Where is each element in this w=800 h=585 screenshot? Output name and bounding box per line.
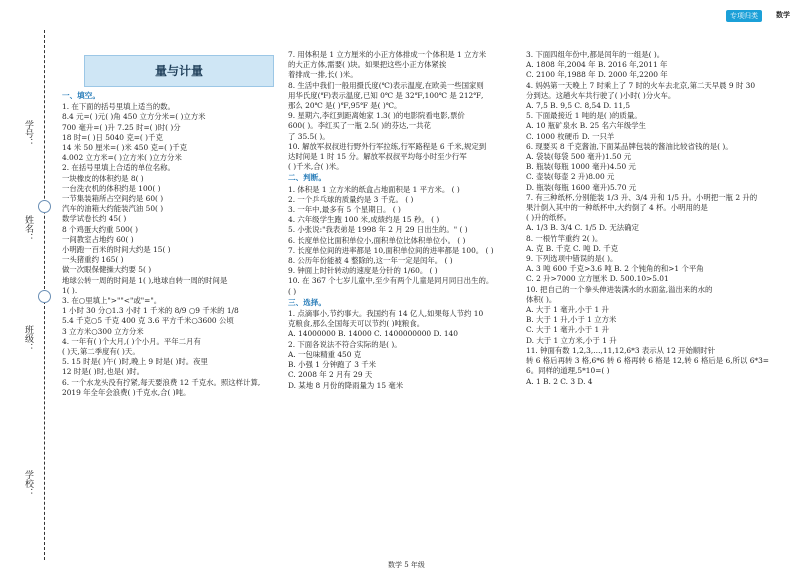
- question-line: 2. 一个乒乓球的质量约是 3 千克。 ( ): [288, 194, 414, 204]
- section-heading: 三、选择。: [288, 297, 326, 307]
- question-line: ( )天,第二季度有( )天。: [62, 347, 140, 357]
- question-line: 10. 解放军叔叔进行野外行军拉练,行军路程是 6 千米,规定到: [288, 141, 487, 151]
- question-line: 8. 生活中我们一般用摄氏度(℃)表示温度,在欧美一些国家则: [288, 80, 484, 90]
- question-line: A. 3 吨 600 千克>3.6 吨 B. 2 个钝角的和>1 个平角: [526, 264, 704, 274]
- question-line: 克粮食,那么全国每天可以节约( )吨粮食。: [288, 319, 425, 329]
- question-line: 8.4 元=( )元( )角 450 立方分米=( )立方米: [62, 112, 206, 122]
- question-line: 10. 在 367 个七岁儿童中,至少有两个儿童是同月同日出生的。: [288, 276, 494, 286]
- question-line: A. 7,5 B. 9,5 C. 8,54 D. 11,5: [526, 101, 631, 111]
- question-line: A. 一包味精重 450 克: [288, 349, 362, 359]
- question-line: 地球公转一周的时间是 1( ),地球自转一周的时间是: [62, 275, 228, 285]
- question-line: B. 大于 1 升,小于 1 立方米: [526, 315, 617, 325]
- question-line: A. 10 瓶矿泉水 B. 25 名六年级学生: [526, 121, 646, 131]
- question-line: 4. 一年有( )个大月,( )个小月。平年二月有: [62, 336, 201, 346]
- question-line: 一节集装箱所占空间约是 60( ): [62, 194, 164, 204]
- question-line: 着排成一排,长( )米。: [288, 70, 358, 80]
- question-line: C. 大于 1 毫升,小于 1 升: [526, 325, 609, 335]
- question-line: 4.002 立方米=( )立方米( )立方分米: [62, 153, 182, 163]
- question-line: 5. 小张说:"我表弟是 1998 年 2 月 29 日出生的。" ( ): [288, 225, 468, 235]
- question-line: A. 1808 年,2004 年 B. 2016 年,2011 年: [526, 60, 668, 70]
- question-line: 7. 用体积是 1 立方厘米的小正方体排成一个体积是 1 立方米: [288, 50, 487, 59]
- question-line: 转 6 格后再转 3 格,6*6 转 6 格再转 6 格是 12,转 6 格后是 6,所以 6*3=: [526, 356, 769, 366]
- question-line: 3 立方米○300 立方分米: [62, 326, 144, 336]
- question-line: 体积( )。: [526, 294, 557, 304]
- question-line: 一间教室占地约 60( ): [62, 234, 134, 244]
- id-label: 学号：: [23, 120, 33, 147]
- category-badge: 专项归类: [726, 10, 762, 22]
- question-line: 600( )。李红买了一瓶 2.5( )的芬达,一共花: [288, 121, 431, 131]
- binding-strip: [0, 0, 58, 585]
- question-line: 6. 现要买 8 千克酱油,下面某品牌包装的酱油比较省钱的是( )。: [526, 141, 733, 151]
- question-line: 1 小时 30 分○1.3 小时 1 千米的 8/9 ○9 千米的 1/8: [62, 306, 239, 316]
- question-line: A. 14000000 B. 14000 C. 1400000000 D. 140: [288, 329, 458, 339]
- column-3: [526, 50, 788, 387]
- question-line: 1. 点滴事小,节约事大。我国约有 14 亿人,如果每人节约 10: [288, 309, 484, 319]
- question-line: ( )升的纸杯。: [526, 213, 572, 223]
- question-line: 数学试卷长约 45( ): [62, 214, 127, 224]
- question-line: C. 1000 枚硬币 D. 一只羊: [526, 131, 615, 141]
- question-line: 一台洗衣机的体积约是 100( ): [62, 183, 161, 193]
- question-line: 2. 在括号里填上合适的单位名称。: [62, 163, 175, 173]
- binding-hole-icon: [38, 290, 51, 303]
- question-line: 9. 钟面上时针转动的速度是分针的 1/60。 ( ): [288, 266, 438, 276]
- question-line: 11. 钟面有数 1,2,3,…,11,12,6*3 表示从 12 开始顺时针: [526, 345, 716, 355]
- section-heading: 二、判断。: [288, 173, 326, 183]
- question-line: 用华氏度(℉)表示温度,已知 0℃ 是 32℉,100℃ 是 212℉,: [288, 90, 484, 100]
- question-line: 6. 一个水龙头没有拧紧,每天要浪费 12 千克水。照这样计算,: [62, 377, 261, 387]
- question-line: 18 时=( )日 5040 克=( )千克: [62, 132, 163, 142]
- question-line: 8 个鸡蛋大约重 500( ): [62, 224, 138, 234]
- question-line: 5.4 千克○5 千克 400 克 3.6 平方千米○3600 公顷: [62, 316, 234, 326]
- page-footer: 数学 5 年级: [388, 561, 425, 569]
- question-line: 7. 长度单位间的进率都是 10,面积单位间的进率都是 100。 ( ): [288, 245, 494, 255]
- question-line: 10. 把自己的一个拳头伸进装满水的水面盆,溢出来的水的: [526, 284, 713, 294]
- question-line: B. 小强 1 分钟跑了 3 千米: [288, 360, 377, 370]
- question-line: 达时间是 1 时 15 分。解放军叔叔平均每小时至少行军: [288, 152, 467, 162]
- school-label: 学校：: [23, 470, 33, 497]
- question-line: 9. 下列选项中错误的是( )。: [526, 254, 618, 264]
- question-line: 4. 妈妈第一天晚上 7 时乘上了 7 时的火车去北京,第二天早晨 9 时 30: [526, 80, 756, 90]
- class-label: 班级：: [23, 325, 33, 352]
- question-line: 一头猪重约 165( ): [62, 255, 124, 265]
- question-line: 那么 20℃ 是( )℉,95℉ 是( )℃。: [288, 101, 402, 111]
- question-line: 1. 体积是 1 立方米的纸盒占地面积是 1 平方米。 ( ): [288, 184, 460, 194]
- question-line: 6. 长度单位比面积单位小,面积单位比体积单位小。 ( ): [288, 235, 466, 245]
- question-line: 小明跑一百米的时间大约是 15( ): [62, 245, 171, 255]
- column-2: [288, 50, 516, 391]
- question-line: 3. 一年中,最多有 5 个星期日。 ( ): [288, 205, 401, 215]
- question-line: 3. 在○里填上">""<"或"="。: [62, 296, 162, 306]
- question-line: C. 2008 年 2 月有 29 天: [288, 370, 373, 380]
- question-line: 9. 星期六,李红到距离她家 1.3( )的电影院看电影,票价: [288, 111, 465, 121]
- question-line: A. 1 B. 2 C. 3 D. 4: [526, 376, 593, 386]
- question-line: 一块橡皮的体积约是 8( ): [62, 173, 144, 183]
- question-line: ( )千米,合( )米。: [288, 162, 344, 172]
- subject-label: 数学: [776, 11, 790, 19]
- question-line: 8. 一根竹竿重约 2( )。: [526, 233, 603, 243]
- question-line: A. 大于 1 毫升,小于 1 升: [526, 305, 609, 315]
- question-line: 5. 下面最接近 1 吨的是( )的质量。: [526, 111, 642, 121]
- question-line: A. 1/3 B. 3/4 C. 1/5 D. 无法确定: [526, 223, 639, 233]
- page-title: 量与计量: [84, 55, 274, 87]
- question-line: 8. 公历年份能被 4 整除的,这一年一定是闰年。 ( ): [288, 256, 453, 266]
- question-line: A. 克 B. 千克 C. 吨 D. 千克: [526, 243, 619, 253]
- question-line: 4. 六年级学生跑 100 米,成绩约是 15 秒。 ( ): [288, 215, 440, 225]
- question-line: 1( ).: [62, 285, 78, 295]
- question-line: 700 毫升=( )升 7.25 时=( )时( )分: [62, 122, 181, 132]
- question-line: 的大正方体,需要( )块。如果把这些小正方体紧挨: [288, 60, 447, 70]
- column-1: [62, 90, 280, 398]
- question-line: 做一次眼保健操大约要 5( ): [62, 265, 152, 275]
- name-label: 姓名：: [23, 215, 33, 242]
- question-line: D. 大于 1 立方米,小于 1 升: [526, 335, 617, 345]
- binding-hole-icon: [38, 200, 51, 213]
- question-line: 2. 下面各说法不符合实际的是( )。: [288, 339, 402, 349]
- question-line: 5. 15 时是( )午( )时,晚上 9 时是( )时。夜里: [62, 357, 208, 367]
- question-line: A. 袋装(每袋 500 毫升)1.50 元: [526, 152, 632, 162]
- question-line: B. 瓶装(每瓶 1000 毫升)4.50 元: [526, 162, 636, 172]
- question-line: C. 2100 年,1988 年 D. 2000 年,2200 年: [526, 70, 668, 80]
- question-line: 果汁倒入其中的一种纸杯中,大约倒了 4 杯。小明用的是: [526, 203, 708, 213]
- question-line: C. 壶装(每壶 2 升)8.00 元: [526, 172, 615, 182]
- section-heading: 一、填空。: [62, 91, 100, 100]
- question-line: 了 35.5( )。: [288, 131, 330, 141]
- question-line: D. 某地 8 月份的降雨量为 15 毫米: [288, 380, 404, 390]
- question-line: 分到达。这趟火车共行驶了( )小时( )分火车。: [526, 90, 676, 100]
- question-line: 12 时是( )时,也是( )时。: [62, 367, 145, 377]
- question-line: 6。同样的道理,5*10=( ): [526, 366, 610, 376]
- question-line: 14 米 50 厘米=( )米 450 克=( )千克: [62, 143, 188, 153]
- question-line: 汽车的油箱大约能装汽油 50( ): [62, 204, 164, 214]
- question-line: 2019 年全年会浪费( )千克水,合( )吨。: [62, 387, 191, 397]
- question-line: 7. 有三种纸杯,分别能装 1/3 升、3/4 升和 1/5 升。小明把一瓶 2 升的: [526, 192, 758, 202]
- question-line: 1. 在下面的括号里填上适当的数。: [62, 102, 175, 112]
- question-line: D. 瓶装(每瓶 1600 毫升)5.70 元: [526, 182, 637, 192]
- question-line: ( ): [288, 286, 297, 296]
- question-line: C. 2 升>7000 立方厘米 D. 500.10>5.01: [526, 274, 669, 284]
- question-line: 3. 下面四组年份中,都是闰年的一组是( )。: [526, 50, 665, 59]
